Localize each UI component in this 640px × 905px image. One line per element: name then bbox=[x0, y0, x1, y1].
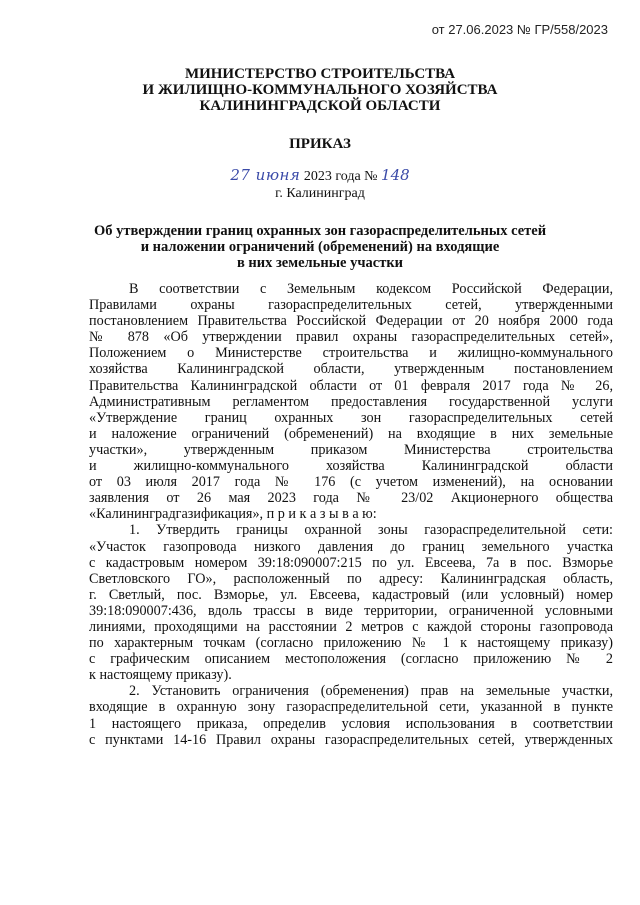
body-line: постановлением Правительства Российской Федерации от 20 ноября 2000 года bbox=[89, 313, 613, 330]
order-date-line bbox=[0, 167, 640, 185]
ministry-line: КАЛИНИНГРАДСКОЙ ОБЛАСТИ bbox=[199, 98, 441, 114]
title-line: и наложении ограничений (обременений) на входящие bbox=[140, 239, 500, 255]
body-line: входящие в охранную зону газораспределительной сети, указанной в пункте bbox=[89, 699, 613, 716]
body-line: с кадастровым номером 39:18:090007:215 по ул. Евсеева, 7а в пос. Взморье bbox=[89, 554, 613, 571]
handwritten-date: 27 июня bbox=[230, 166, 301, 184]
order-body bbox=[89, 281, 613, 748]
body-line: 39:18:090007:436, вдоль трассы в виде территории, ограниченной условными bbox=[89, 602, 613, 619]
document-type: ПРИКАЗ bbox=[289, 136, 351, 152]
handwritten-number: 148 bbox=[381, 166, 410, 184]
ministry-header bbox=[0, 66, 640, 114]
city-name: г. Калининград bbox=[275, 186, 365, 201]
body-line: Правительства Калининградской области от 01 февраля 2017 года № 26, bbox=[89, 377, 613, 394]
body-line: № 878 «Об утверждении правил охраны газораспределительных сетей», bbox=[89, 329, 613, 346]
body-line: от 03 июля 2017 года № 176 (с учетом изменений), на основании bbox=[89, 474, 613, 491]
body-line: г. Светлый, пос. Взморье, ул. Евсеева, кадастровый (или условный) номер bbox=[89, 586, 613, 603]
registration-stamp: от 27.06.2023 № ГР/558/2023 bbox=[431, 22, 608, 37]
body-line: Административным регламентом предоставления государственной услуги bbox=[89, 393, 613, 410]
body-line: «Утверждение границ охранных зон газораспределительных сетей bbox=[89, 409, 613, 426]
body-line: с пунктами 14-16 Правил охраны газораспределительных сетей, утвержденных bbox=[89, 731, 613, 748]
ministry-line: МИНИСТЕРСТВО СТРОИТЕЛЬСТВА bbox=[184, 66, 456, 82]
body-line: 1. Утвердить границы охранной зоны газораспределительной сети: bbox=[129, 522, 613, 539]
body-line: Правилами охраны газораспределительных сетей, утвержденными bbox=[89, 297, 613, 314]
date-year-text: 2023 года № bbox=[303, 169, 378, 184]
body-line: с графическим описанием местоположения (согласно приложению № 2 bbox=[89, 651, 613, 668]
body-line: 2. Установить ограничения (обременения) прав на земельные участки, bbox=[129, 683, 613, 700]
title-line: Об утверждении границ охранных зон газораспределительных сетей bbox=[93, 223, 547, 239]
body-line: Светловского ГО», расположенный по адресу: Калининградская область, bbox=[89, 570, 613, 587]
order-title bbox=[0, 223, 640, 271]
body-line: и наложение ограничений (обременений) на входящие в них земельные bbox=[89, 425, 613, 442]
body-line: по характерным точкам (согласно приложению № 1 к настоящему приказу) bbox=[89, 635, 613, 652]
ministry-line: И ЖИЛИЩНО-КОММУНАЛЬНОГО ХОЗЯЙСТВА bbox=[142, 82, 498, 98]
body-line: линиями, проходящими на расстоянии 2 метров с каждой стороны газопровода bbox=[89, 618, 613, 635]
body-line: «Участок газопровода низкого давления до границ земельного участка bbox=[89, 538, 613, 555]
body-line: и жилищно-коммунального хозяйства Калининградской области bbox=[89, 458, 613, 475]
body-line: В соответствии с Земельным кодексом Российской Федерации, bbox=[129, 281, 613, 297]
title-line: в них земельные участки bbox=[236, 255, 404, 271]
body-line: участки», утвержденным приказом Министерства строительства bbox=[89, 441, 613, 458]
body-line: заявления от 26 мая 2023 года № 23/02 Акционерного общества bbox=[89, 490, 613, 507]
body-line: хозяйства Калининградской области, утвержденным постановлением bbox=[89, 361, 613, 378]
body-line: «Калининградгазификация», п р и к а з ы в а ю: bbox=[89, 506, 377, 523]
body-line: к настоящему приказу). bbox=[89, 667, 232, 684]
body-line: 1 настоящего приказа, определив условия использования в соответствии bbox=[89, 715, 613, 732]
body-line: Положением о Министерстве строительства и жилищно-коммунального bbox=[89, 345, 613, 362]
